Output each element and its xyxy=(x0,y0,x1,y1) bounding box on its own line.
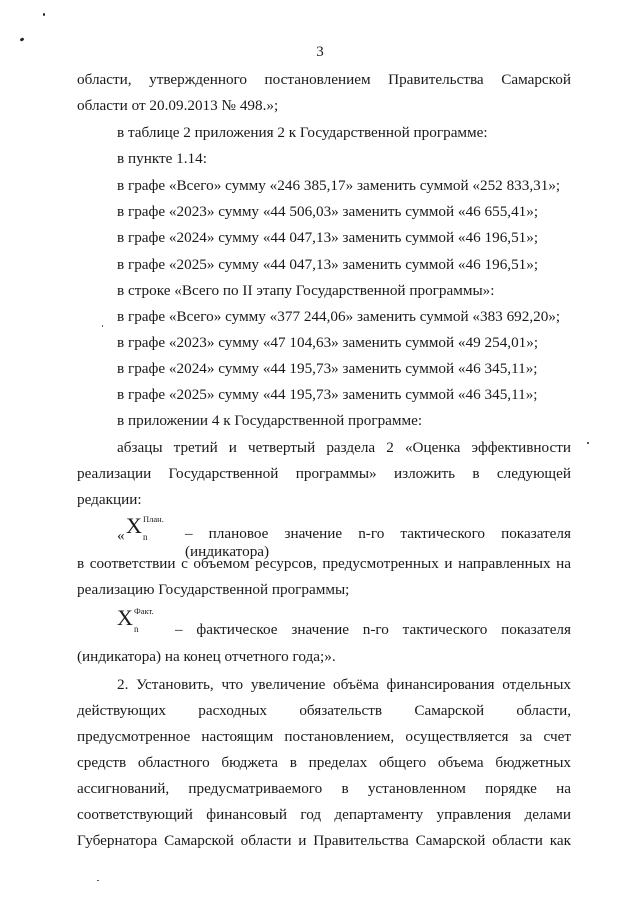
formula-subscript: n xyxy=(134,624,139,634)
paragraph-line: реализации Государственной программы» изложить в следующей xyxy=(77,465,571,482)
paragraph-line: действующих расходных обязательств Самарской области, xyxy=(77,702,571,719)
scan-speck xyxy=(20,37,25,42)
paragraph-line: предусмотренное настоящим постановлением, осуществляется за счет xyxy=(77,728,571,745)
formula-subscript: n xyxy=(143,532,148,542)
paragraph-line: в графе «2025» сумму «44 195,73» заменить суммой «46 345,11»; xyxy=(117,386,538,403)
scan-speck xyxy=(587,442,589,444)
paragraph-line: Губернатора Самарской области и Правительства Самарской области как xyxy=(77,832,571,849)
paragraph-line: в графе «2023» сумму «47 104,63» заменить суммой «49 254,01»; xyxy=(117,334,539,351)
paragraph-line: – фактическое значение n-го тактического показателя xyxy=(175,621,571,638)
formula-superscript: План. xyxy=(143,514,164,524)
paragraph-line: в строке «Всего по II этапу Государственной программы»: xyxy=(117,282,495,299)
paragraph-line: в графе «2024» сумму «44 195,73» заменить суммой «46 345,11»; xyxy=(117,360,538,377)
paragraph-line: области от 20.09.2013 № 498.»; xyxy=(77,97,279,114)
paragraph-line: реализацию Государственной программы; xyxy=(77,581,350,598)
paragraph-line: ассигнований, предусматриваемого в установленном порядке на xyxy=(77,780,571,797)
paragraph-line: в графе «2024» сумму «44 047,13» заменить суммой «46 196,51»; xyxy=(117,229,539,246)
paragraph-line: (индикатора) на конец отчетного года;». xyxy=(77,648,336,665)
paragraph-line: в соответствии с объемом ресурсов, предусмотренных и направленных на xyxy=(77,555,571,572)
paragraph-line: в пункте 1.14: xyxy=(117,150,207,167)
opening-quote: « xyxy=(117,527,125,544)
formula-symbol-x: X xyxy=(126,513,142,538)
formula-symbol-x: X xyxy=(117,605,133,630)
paragraph-line: 2. Установить, что увеличение объёма финансирования отдельных xyxy=(117,676,571,693)
scan-speck xyxy=(102,325,103,327)
paragraph-line: области, утвержденного постановлением Правительства Самарской xyxy=(77,71,571,88)
paragraph-line: в графе «2025» сумму «44 047,13» заменить суммой «46 196,51»; xyxy=(117,256,539,273)
paragraph-line: – плановое значение n-го тактического показателя (индикатора) xyxy=(185,525,571,560)
scan-speck xyxy=(97,880,99,881)
formula-superscript: Факт. xyxy=(134,606,154,616)
scan-speck xyxy=(43,13,45,16)
paragraph-line: в графе «2023» сумму «44 506,03» заменить суммой «46 655,41»; xyxy=(117,203,539,220)
paragraph-line: абзацы третий и четвертый раздела 2 «Оценка эффективности xyxy=(117,439,571,456)
paragraph-line: средств областного бюджета в пределах общего объема бюджетных xyxy=(77,754,571,771)
paragraph-line: в таблице 2 приложения 2 к Государственной программе: xyxy=(117,124,488,141)
paragraph-line: соответствующий финансовый год департаменту управления делами xyxy=(77,806,571,823)
page-number: 3 xyxy=(316,44,324,60)
paragraph-line: в приложении 4 к Государственной программе: xyxy=(117,412,423,429)
paragraph-line: в графе «Всего» сумму «246 385,17» заменить суммой «252 833,31»; xyxy=(117,177,561,194)
paragraph-line: редакции: xyxy=(77,491,142,508)
paragraph-line: в графе «Всего» сумму «377 244,06» заменить суммой «383 692,20»; xyxy=(117,308,561,325)
